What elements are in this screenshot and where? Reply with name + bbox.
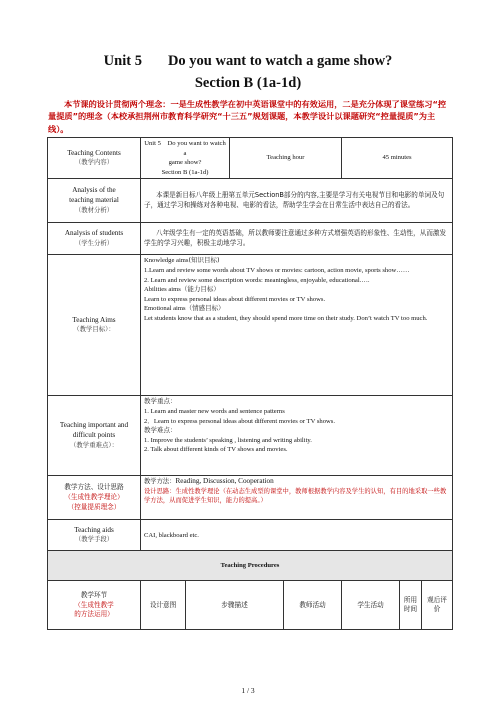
students-value: 八年级学生有一定的英语基础，所以教师要注意通过多种方式增强英语的形象性、生动性，从而激发学生的学习兴趣，积极主动地学习。: [141, 223, 453, 255]
aims-label: Teaching Aims （教学目标）：: [48, 255, 141, 396]
row-procedure-headers: [48, 581, 453, 630]
points-value: 教学重点： 1. Learn and master new words and sentence patterns 2．Learn to express personal ideas about different movies or TV shows. 教学难点： 1. Improve the students’ speaking , listening and writing ability. 2. Talk about different kinds of TV shows and movies.: [141, 396, 453, 476]
row-students-analysis: [48, 223, 453, 255]
aids-label: Teaching aids （教学手段）: [48, 520, 141, 551]
lesson-plan-table: [47, 137, 453, 630]
teaching-hour-label: Teaching hour: [230, 138, 342, 179]
header-review: 观后评 价: [422, 581, 453, 630]
aids-value: CAI, blackboard etc.: [141, 520, 453, 551]
header-time: 所用 时间: [400, 581, 422, 630]
methods-label: 教学方法、设计思路 （生成性教学理论） （控量提质理念）: [48, 476, 141, 520]
row-methods: [48, 476, 453, 520]
unit-label: Unit 5: [103, 53, 142, 69]
points-label: Teaching important and difficult points （教学重难点）：: [48, 396, 141, 476]
contents-value: Unit 5 Do you want to watch a game show? Section B (1a-1d): [141, 138, 230, 179]
header-teacher: 教师活动: [284, 581, 342, 630]
procedures-title: Teaching Procedures: [48, 551, 453, 581]
row-teaching-aids: [48, 520, 453, 551]
students-label: Analysis of students （学生分析）: [48, 223, 141, 255]
header-intent: 设计意图: [141, 581, 186, 630]
material-label: Analysis of the teaching material （教材分析）: [48, 179, 141, 223]
methods-value: 教学方法：Reading, Discussion, Cooperation 设计思路：生成性教学理论（在动态生成型的课堂中，教师根据教学内容及学生的认知，有目的地采取一些教学方法，从而促进学生知识，能力的提高。）: [141, 476, 453, 520]
teaching-hour-value: 45 minutes: [342, 138, 453, 179]
row-procedures-title: [48, 551, 453, 581]
row-teaching-aims: [48, 255, 453, 396]
page-number: 1 / 3: [241, 686, 255, 695]
contents-label: Teaching Contents （教学内容）: [48, 138, 141, 179]
header-steps: 步骤描述: [186, 581, 284, 630]
row-material-analysis: [48, 179, 453, 223]
material-value: 本课是新目标八年级上册第五单元SectionB部分的内容,主要是学习有关电视节目和电影的单词及句子，通过学习和操练对各种电视、电影的看法，帮助学生学会在日常生活中表达自己的看法。: [141, 179, 453, 223]
aims-value: Knowledge aims(知识目标) 1.Learn and review some words about TV shows or movies: cartoon, action movie, sports show…… 2. Learn and review some description words: meaningless, enjoyable, educational.…. Abilities aims（能力目标） Learn to express personal ideas about different movies or TV shows. Emotional aims（情感目标） Let students know that as a student, they should spend more time on their study. Don’t watch TV too much.: [141, 255, 453, 396]
header-stage: 教学环节 （生成性教学 的方法运用）: [48, 581, 141, 630]
header-student: 学生活动: [342, 581, 400, 630]
section-title: Section B (1a-1d): [194, 75, 302, 91]
lesson-title: [0, 53, 496, 70]
design-intro: 本节课的设计贯彻两个理念：一是生成性教学在初中英语课堂中的有效运用，二是充分体现了课堂练习“控量提质”的理念（本校承担荆州市教育科学研究“十三五”规划课题，本教学设计以课题研究“控量提质”为主线）。: [48, 99, 447, 134]
row-key-difficult-points: [48, 396, 453, 476]
lesson-question: Do you want to watch a game show?: [167, 53, 393, 69]
row-teaching-contents: [48, 138, 453, 179]
